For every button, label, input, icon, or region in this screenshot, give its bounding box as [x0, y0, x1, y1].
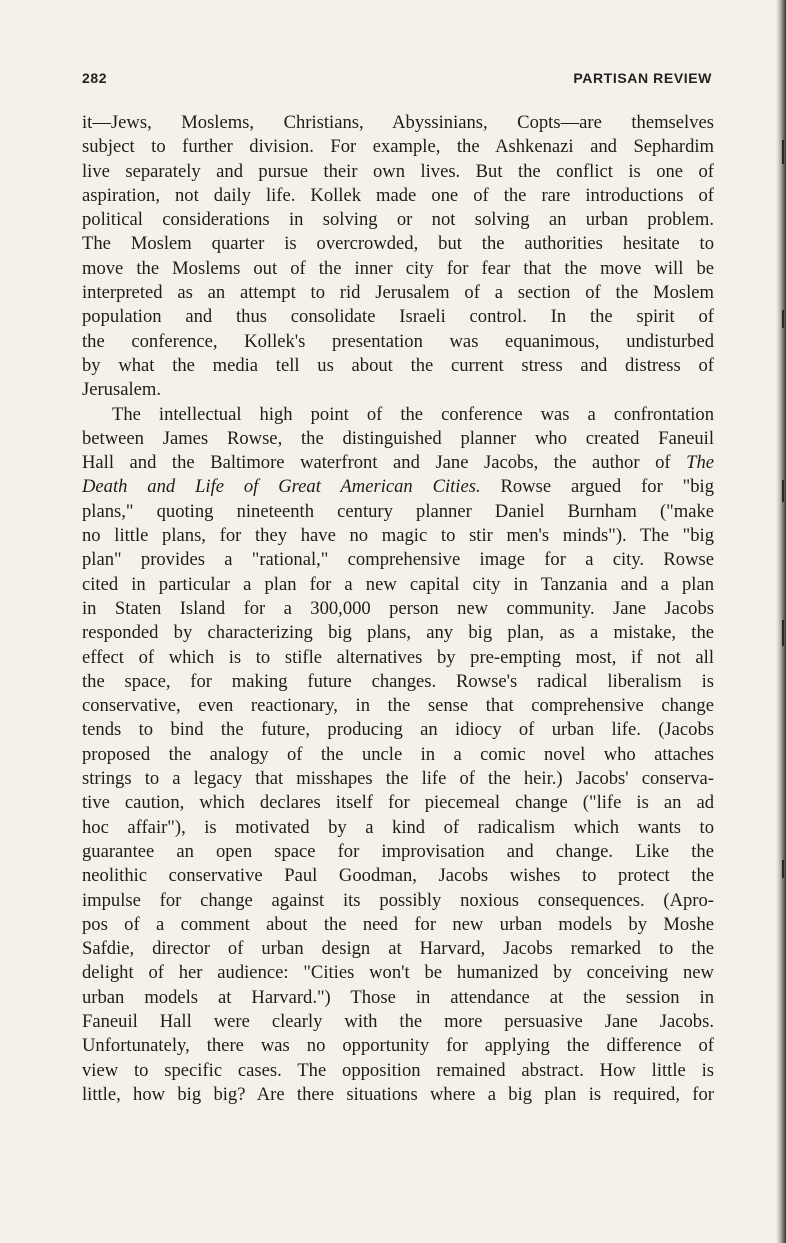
- page-number: 282: [82, 70, 108, 86]
- text-line: guarantee an open space for improvisation and change. Like the: [82, 840, 714, 862]
- journal-title: PARTISAN REVIEW: [573, 70, 712, 86]
- edge-mark: [782, 480, 784, 502]
- text-fragment: Rowse argued for "big: [500, 476, 714, 498]
- text-line: strings to a legacy that misshapes the life of the heir.) Jacobs' conserva-: [82, 768, 714, 790]
- text-line: little, how big big? Are there situations where a big plan is required, for: [82, 1083, 714, 1105]
- text-line: The intellectual high point of the conference was a confrontation: [112, 403, 714, 425]
- text-line: urban models at Harvard.") Those in attendance at the session in: [82, 986, 714, 1008]
- text-line: in Staten Island for a 300,000 person new community. Jane Jacobs: [82, 597, 714, 619]
- edge-mark: [782, 860, 784, 878]
- text-line: Unfortunately, there was no opportunity for applying the difference of: [82, 1035, 714, 1057]
- text-fragment: Hall and the Baltimore waterfront and Jane Jacobs, the author of: [82, 452, 671, 474]
- edge-mark: [782, 140, 784, 164]
- text-line: Safdie, director of urban design at Harvard, Jacobs remarked to the: [82, 938, 714, 960]
- text-line: move the Moslems out of the inner city for fear that the move will be: [82, 257, 714, 279]
- book-title-fragment: The: [686, 452, 714, 474]
- page-binding-edge: [776, 0, 786, 1243]
- running-header: [82, 70, 712, 92]
- text-line: view to specific cases. The opposition remained abstract. How little is: [82, 1059, 714, 1081]
- text-line: subject to further division. For example, the Ashkenazi and Sephardim: [82, 136, 714, 158]
- text-line: proposed the analogy of the uncle in a comic novel who attaches: [82, 743, 714, 765]
- text-line: aspiration, not daily life. Kollek made one of the rare introductions of: [82, 184, 714, 206]
- text-line: Jerusalem.: [82, 379, 161, 401]
- text-line: delight of her audience: "Cities won't be humanized by conceiving new: [82, 962, 714, 984]
- text-line: effect of which is to stifle alternatives by pre-empting most, if not all: [82, 646, 714, 668]
- text-line: plans," quoting nineteenth century planner Daniel Burnham ("make: [82, 500, 714, 522]
- text-line: it—Jews, Moslems, Christians, Abyssinians, Copts—are themselves: [82, 112, 714, 133]
- text-line: [82, 451, 714, 475]
- text-line: The Moslem quarter is overcrowded, but the authorities hesitate to: [82, 233, 714, 255]
- text-line: by what the media tell us about the current stress and distress of: [82, 354, 714, 376]
- text-line: cited in particular a plan for a new capital city in Tanzania and a plan: [82, 573, 714, 595]
- text-line: tends to bind the future, producing an idiocy of urban life. (Jacobs: [82, 719, 714, 741]
- text-line: responded by characterizing big plans, any big plan, as a mistake, the: [82, 622, 714, 644]
- text-line: tive caution, which declares itself for piecemeal change ("life is an ad: [82, 792, 714, 814]
- text-line: political considerations in solving or not solving an urban problem.: [82, 209, 714, 231]
- text-line: between James Rowse, the distinguished planner who created Faneuil: [82, 427, 714, 449]
- text-line: Faneuil Hall were clearly with the more persuasive Jane Jacobs.: [82, 1010, 714, 1032]
- text-line: live separately and pursue their own lives. But the conflict is one of: [82, 160, 714, 182]
- body-text: [82, 111, 714, 1107]
- text-line: conservative, even reactionary, in the sense that comprehensive change: [82, 695, 714, 717]
- text-line: [82, 475, 714, 499]
- edge-mark: [782, 310, 784, 328]
- text-line: neolithic conservative Paul Goodman, Jacobs wishes to protect the: [82, 865, 714, 887]
- text-line: impulse for change against its possibly noxious consequences. (Apro-: [82, 889, 714, 911]
- edge-mark: [782, 620, 784, 646]
- text-line: hoc affair"), is motivated by a kind of radicalism which wants to: [82, 816, 714, 838]
- text-line: population and thus consolidate Israeli control. In the spirit of: [82, 306, 714, 328]
- text-line: the conference, Kollek's presentation was equanimous, undisturbed: [82, 330, 714, 352]
- text-line: pos of a comment about the need for new urban models by Moshe: [82, 913, 714, 935]
- text-line: the space, for making future changes. Rowse's radical liberalism is: [82, 670, 714, 692]
- book-title-fragment: Death and Life of Great American Cities.: [82, 476, 481, 498]
- text-line: plan" provides a "rational," comprehensive image for a city. Rowse: [82, 549, 714, 571]
- text-line: interpreted as an attempt to rid Jerusalem of a section of the Moslem: [82, 282, 714, 304]
- text-line: no little plans, for they have no magic to stir men's minds"). The "big: [82, 525, 714, 547]
